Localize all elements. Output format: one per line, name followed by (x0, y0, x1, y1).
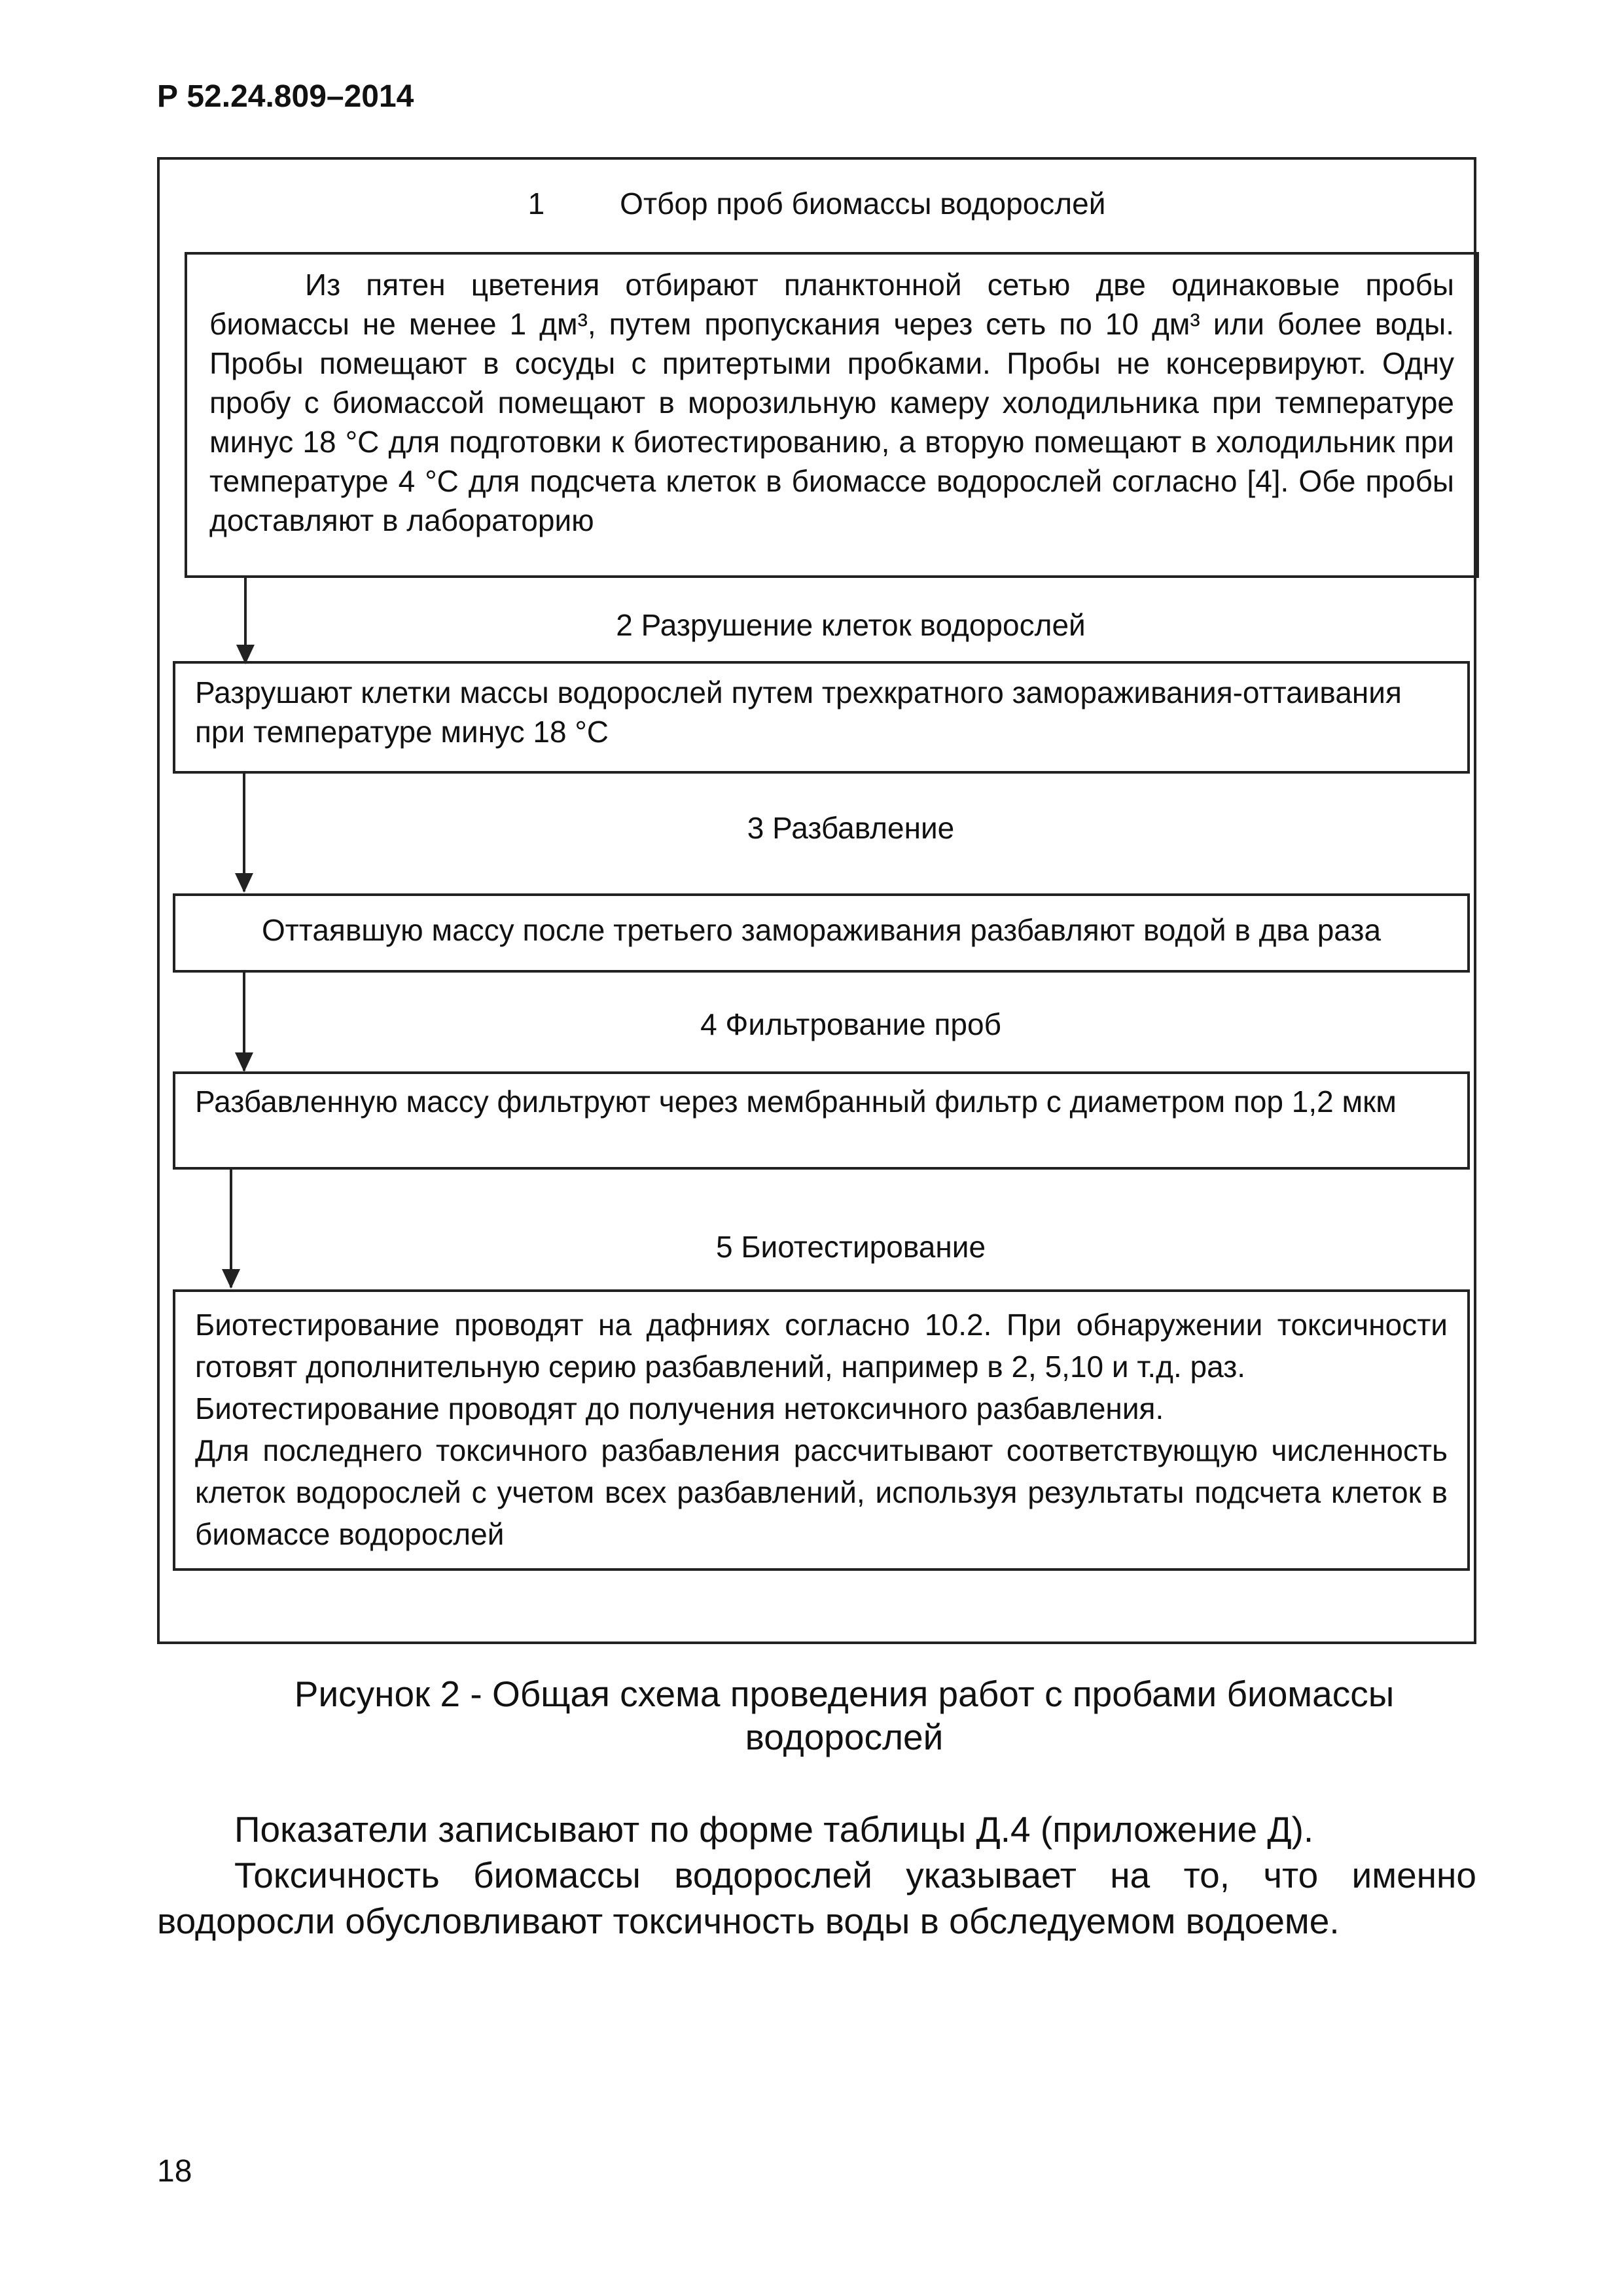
step-5-title: 5 Биотестирование (715, 1230, 986, 1264)
step-1-text: Из пятен цветения отбирают планктонной сетью две одинаковые пробы биомассы не менее 1 дм³, путем пропускания через сеть по 10 дм³ или более воды. Пробы помещают в сосуды с притертыми пробками. Пробы не консервируют. Одну пробу с биомассой помещают в морозильную камеру холодильника при температуре минус 18 °С для подготовки к биотестированию, а вторую помещают в холодильник при температуре 4 °С для подсчета клеток в биомассе водорослей согласно [4]. Обе пробы доставляют в лабораторию (209, 268, 1454, 537)
arrow-4-5 (230, 1170, 232, 1287)
step-3-title: 3 Разбавление (747, 811, 955, 845)
page-number: 18 (157, 2154, 192, 2189)
step-4-box (173, 1071, 1470, 1170)
arrow-2-3 (243, 774, 245, 891)
paragraph-1: Показатели записывают по форме таблицы Д.4 (приложение Д). (234, 1809, 1314, 1850)
step-3-text: Оттаявшую массу после третьего замораживания разбавляют водой в два раза (261, 913, 1382, 947)
step-4-text: Разбавленную массу фильтруют через мембранный фильтр с диаметром пор 1,2 мкм (195, 1085, 1397, 1119)
step-5-text-2: Биотестирование проводят до получения нетоксичного разбавления. (195, 1391, 1164, 1426)
step-1-title: 1 Отбор проб биомассы водорослей (527, 187, 1106, 221)
step-3-box (173, 893, 1470, 973)
document-code: Р 52.24.809–2014 (157, 79, 414, 114)
paragraph-2: Токсичность биомассы водорослей указывает на то, что именно водоросли обусловливают токсичность воды в обследуемом водоеме. (157, 1855, 1476, 1941)
step-5-text-3: Для последнего токсичного разбавления рассчитывают соответствующую численность клеток водорослей с учетом всех разбавлений, используя результаты подсчета клеток в биомассе водорослей (195, 1433, 1448, 1551)
arrow-1-2 (244, 578, 247, 663)
step-1-box (185, 252, 1479, 578)
step-5-box (173, 1289, 1470, 1571)
arrow-3-4 (243, 973, 245, 1071)
step-2-text: Разрушают клетки массы водорослей путем трехкратного замораживания-оттаивания при температуре минус 18 °С (195, 675, 1402, 749)
step-4-title: 4 Фильтрование проб (700, 1007, 1001, 1041)
step-2-box (173, 661, 1470, 774)
step-2-title: 2 Разрушение клеток водорослей (616, 608, 1086, 642)
step-5-text-1: Биотестирование проводят на дафниях согласно 10.2. При обнаружении токсичности готовят дополнительную серию разбавлений, например в 2, 5,10 и т.д. раз. (195, 1308, 1448, 1384)
figure-caption: Рисунок 2 - Общая схема проведения работ с пробами биомассы водорослей (294, 1674, 1395, 1757)
